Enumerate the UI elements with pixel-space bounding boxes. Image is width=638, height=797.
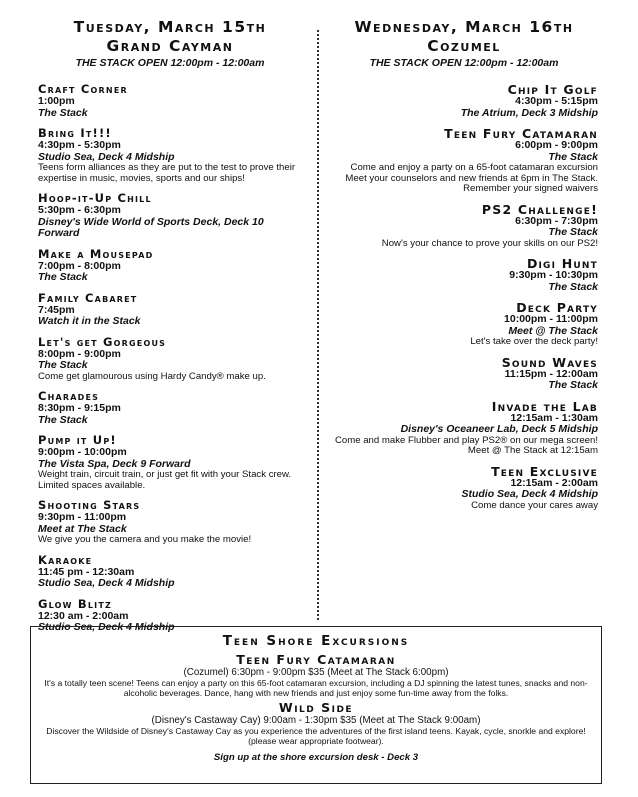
stack-hours: THE STACK OPEN 12:00pm - 12:00am [75, 57, 265, 69]
event-description: Now's your chance to prove your skills on our PS2! [381, 237, 598, 249]
event-location: The Atrium, Deck 3 Midship [460, 106, 598, 119]
event-title: Hoop-it-Up Chill [38, 191, 152, 205]
event-location: The Stack [548, 150, 598, 163]
excursion-title: Teen Fury Catamaran [236, 652, 396, 667]
excursion-title: Wild Side [278, 700, 354, 715]
event-time: 9:00pm - 10:00pm [38, 446, 127, 458]
event-title: Karaoke [38, 552, 93, 567]
event-item [38, 192, 302, 240]
excursion-description: It's a totally teen scene! Teens can enjoy a party on this 65-foot catamaran excursion, including a DJ spinning the latest tunes, snacks and non-alcoholic beverages. Dance, hang with new friends and just enjoy some fun-time away from the folks. [44, 678, 588, 698]
event-item [38, 390, 302, 426]
excursions-heading: Teen Shore Excursions [222, 633, 410, 649]
event-title: Digi Hunt [526, 256, 598, 271]
column-divider [317, 30, 319, 620]
event-time: 6:00pm - 9:00pm [515, 139, 598, 151]
event-location: Studio Sea, Deck 4 Midship [38, 150, 175, 163]
event-time: 8:30pm - 9:15pm [38, 402, 121, 414]
event-list [330, 83, 598, 511]
event-location: The Stack [548, 379, 598, 391]
event-location: The Stack [548, 226, 598, 238]
event-title: Invade the Lab [491, 398, 598, 414]
event-time: 7:00pm - 8:00pm [38, 259, 121, 272]
event-time: 4:30pm - 5:15pm [515, 95, 598, 107]
wednesday-column [330, 18, 598, 519]
event-title: Craft Corner [38, 82, 128, 96]
event-location: The Stack [548, 280, 598, 293]
event-location: The Stack [38, 359, 88, 371]
event-time: 12:15am - 2:00am [510, 476, 598, 489]
event-item [38, 499, 302, 546]
event-description: We give you the camera and you make the movie! [38, 534, 252, 545]
event-description: Come and make Flubber and play PS2® on our mega screen! Meet @ The Stack at 12:15am [334, 434, 598, 456]
event-item [38, 336, 302, 383]
event-title: Sound Waves [501, 354, 598, 370]
event-time: 9:30pm - 10:30pm [509, 269, 598, 281]
event-location: Meet @ The Stack [508, 324, 598, 337]
event-title: Make a Mousepad [38, 246, 154, 261]
event-item [330, 400, 598, 457]
event-title: Teen Exclusive [491, 463, 598, 479]
event-time: 10:00pm - 11:00pm [504, 313, 598, 325]
event-description: Weight train, circuit train, or just get fit with your Stack crew. Limited spaces available. [38, 469, 292, 491]
event-title: Let's get Gorgeous [38, 334, 167, 349]
event-title: Pump it Up! [38, 433, 117, 447]
event-title: Bring It!!! [38, 126, 112, 140]
event-item [330, 203, 598, 250]
event-description: Come get glamourous using Hardy Candy® make up. [38, 370, 266, 382]
event-location: Meet at The Stack [38, 522, 127, 535]
event-time: 8:00pm - 9:00pm [38, 347, 121, 360]
port-title: Grand Cayman [106, 37, 234, 55]
event-time: 1:00pm [38, 95, 75, 107]
event-title: Glow Blitz [38, 596, 112, 611]
event-item [38, 434, 302, 491]
event-description: Let's take over the deck party! [470, 336, 598, 347]
event-location: The Stack [38, 413, 88, 426]
event-item [330, 83, 598, 119]
event-location: The Stack [38, 271, 88, 283]
event-time: 5:30pm - 6:30pm [38, 204, 121, 216]
event-time: 12:15am - 1:30am [510, 411, 598, 424]
event-location: The Vista Spa, Deck 9 Forward [38, 457, 191, 470]
event-time: 12:30 am - 2:00am [38, 609, 129, 622]
event-item [38, 127, 302, 184]
event-location: Studio Sea, Deck 4 Midship [38, 577, 175, 589]
excursion-description: Discover the Wildside of Disney's Castaway Cay as you experience the adventures of the first island teens. Kayak, cycle, snorkle and explore! (please wear appropriate footwear). [46, 726, 586, 746]
excursion-wild-side [31, 700, 601, 746]
event-item [38, 292, 302, 328]
event-location: Watch it in the Stack [38, 315, 141, 327]
event-description: Come and enjoy a party on a 65-foot catamaran excursion Meet your counselors and new friends at 6pm in The Stack. Remember your signed waivers [345, 162, 598, 194]
event-item [330, 257, 598, 293]
day-title: Tuesday, March 15th [73, 18, 267, 36]
excursion-details: (Cozumel) 6:30pm - 9:00pm $35 (Meet at The Stack 6:00pm) [183, 667, 449, 678]
event-title: Deck Party [516, 300, 598, 315]
signup-note: Sign up at the shore excursion desk - Deck 3 [213, 752, 419, 763]
day-title: Wednesday, March 16th [354, 18, 574, 36]
shore-excursions-box [30, 626, 602, 784]
event-item [38, 248, 302, 284]
stack-hours: THE STACK OPEN 12:00pm - 12:00am [369, 57, 559, 69]
event-location: Studio Sea, Deck 4 Midship [461, 488, 598, 500]
port-title: Cozumel [427, 37, 501, 55]
event-location: Disney's Wide World of Sports Deck, Deck 10 Forward [38, 215, 264, 239]
event-time: 11:15pm - 12:00am [504, 367, 598, 380]
event-item [38, 554, 302, 590]
tuesday-column [38, 18, 302, 642]
excursion-details: (Disney's Castaway Cay) 9:00am - 1:30pm $35 (Meet at The Stack 9:00am) [151, 715, 481, 726]
event-title: Teen Fury Catamaran [444, 126, 598, 141]
event-location: Disney's Oceaneer Lab, Deck 5 Midship [400, 423, 598, 435]
event-title: Family Cabaret [38, 290, 138, 305]
event-title: Shooting Stars [38, 498, 141, 512]
event-location: Studio Sea, Deck 4 Midship [38, 621, 175, 633]
event-item [330, 356, 598, 392]
event-time: 11:45 pm - 12:30am [38, 565, 135, 578]
event-item [330, 465, 598, 512]
event-time: 6:30pm - 7:30pm [515, 214, 598, 227]
event-time: 4:30pm - 5:30pm [38, 139, 121, 151]
event-title: Chip It Golf [507, 82, 598, 97]
event-item [38, 83, 302, 119]
event-time: 7:45pm [38, 303, 75, 316]
event-title: PS2 Challenge! [481, 201, 598, 217]
event-list [38, 83, 302, 634]
event-location: The Stack [38, 106, 88, 119]
event-time: 9:30pm - 11:00pm [38, 511, 127, 523]
event-item [330, 301, 598, 348]
excursion-catamaran [31, 652, 601, 698]
event-description: Come dance your cares away [471, 499, 598, 511]
event-title: Charades [38, 389, 100, 403]
event-item [330, 127, 598, 195]
event-description: Teens form alliances as they are put to the test to prove their expertise in music, movies, sports and our ships! [38, 162, 296, 184]
